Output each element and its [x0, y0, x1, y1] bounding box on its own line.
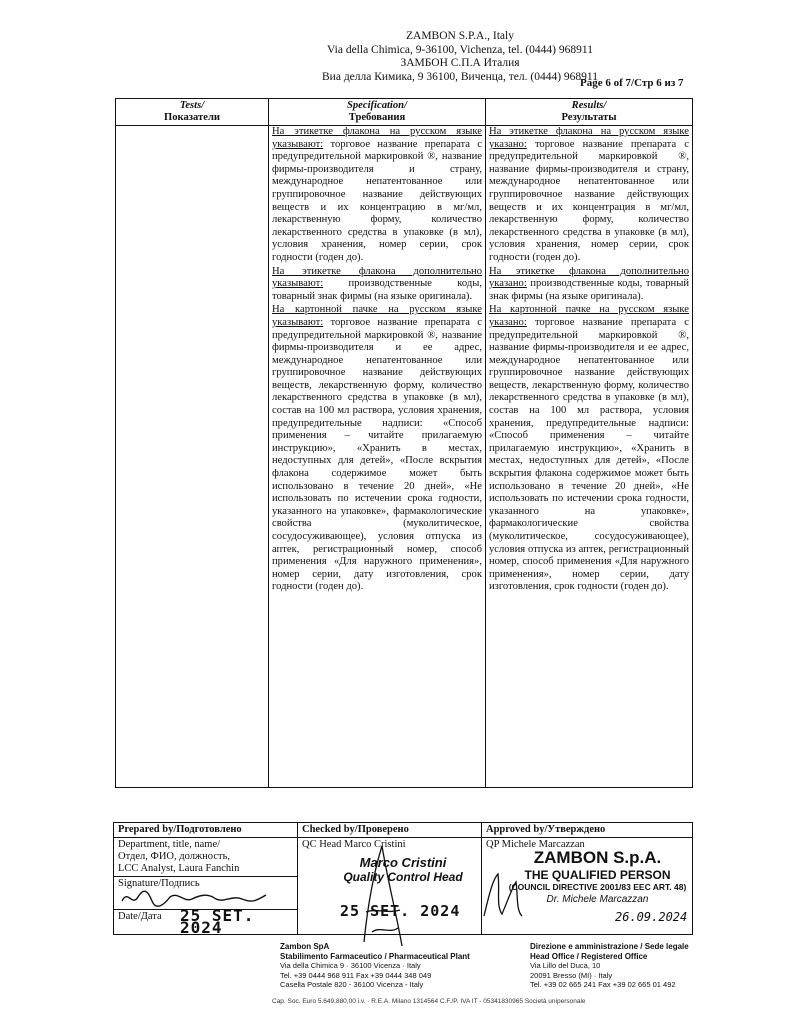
col-results-en: Results/ — [571, 100, 607, 111]
footer-office-city: 20091 Bresso (MI) · Italy — [530, 970, 613, 980]
prepared-line-1: Department, title, name/ — [118, 839, 221, 850]
footer-plant-title: Stabilimento Farmaceutico / Pharmaceutical Plant — [280, 951, 470, 961]
col-tests-en: Tests/ — [179, 100, 205, 111]
footer-company: Zambon SpA — [280, 942, 330, 951]
spec-para-2: На этикетке флакона дополнительно указывают: производственные коды, товарный знак фирмы (на языке оригинала). — [272, 265, 482, 302]
approved-line-1: QP Michele Marcazzan — [486, 839, 585, 850]
qc-date: 25 SET. 2024 — [340, 902, 461, 920]
results-para-1: На этикетке флакона на русском языке указано: торговое название препарата с предупредительной маркировкой ®, название фирмы-производителя и страну, международное непатентованное или группировочное название действующих веществ и их концентрация в мг/мл, лекарственную форму, количество лекарственного средства в упаковке (в мл), условия хранения, номер серии, срок годности (годен до). — [489, 126, 689, 263]
qp-stamp — [505, 848, 690, 905]
footer-office-title-it: Direzione e amministrazione / Sede legale — [530, 942, 689, 951]
table-header-row — [116, 99, 693, 126]
date-label: Date/Дата — [118, 911, 162, 922]
col-tests-ru: Показатели — [163, 112, 220, 123]
prepared-header: Prepared by/Подготовлено — [114, 823, 298, 838]
col-spec-header — [269, 99, 486, 126]
prepared-date-box — [114, 906, 297, 937]
company-header — [250, 30, 670, 84]
header-line-2: Via della Chimica, 9-36100, Vichenza, tel. (0444) 968911 — [327, 43, 593, 56]
sig-header-row — [114, 823, 693, 838]
prepared-line-2: Отдел, ФИО, должность, — [118, 851, 230, 862]
table-row — [116, 126, 693, 788]
footer-plant-address — [280, 942, 470, 990]
col-results-header — [486, 99, 693, 126]
col-spec-en: Specification/ — [346, 100, 408, 111]
qp-stamp-directive: (COUNCIL DIRECTIVE 2001/83 EEC ART. 48) — [508, 882, 687, 892]
specification-table — [115, 98, 693, 788]
footer-plant-postbox: Casella Postale 820 - 36100 Vicenza - Italy — [280, 980, 424, 989]
footer-plant-phone: Tel. +39 0444 968 911 Fax +39 0444 348 049 — [280, 970, 432, 980]
prepared-date: 25 SET. 2024 — [180, 906, 255, 937]
col-spec-ru: Требования — [348, 112, 406, 123]
signature-label: Signature/Подпись — [118, 878, 200, 889]
footer-registry: Cap. Soc. Euro 5.649.880,00 i.v. · R.E.A. Milano 1314564 C.F./P. IVA IT - 05341830965 Società unipersonale — [272, 998, 586, 1005]
qp-stamp-company: ZAMBON S.p.A. — [533, 848, 662, 867]
footer-office-address — [530, 942, 689, 990]
footer-office-title-en: Head Office / Registered Office — [530, 951, 648, 961]
results-para-3: На картонной пачке на русском языке указано: торговое название препарата с предупредительной маркировкой ®, название фирмы-производителя и ее адрес, международное непатентованное или группировочное название действующих веществ, лекарственную форму, количество лекарственного средства в упаковке (в мл), состав на 100 мл раствора, условия хранения, предупредительные надписи: «Способ применения – читайте прилагаемую инструкцию», «Хранить в местах, недоступных для детей», «После вскрытия флакона содержимое может быть использовано в течение 20 дней», «Не использовать по истечении срока годности, указанного на упаковке», фармакологические свойства (муколитическое, сосудосуживающее), условия отпуска из аптек, регистрационный номер, способ применения «Для наружного применения», номер серии, дату изготовления, срок годности (годен до). — [489, 304, 689, 593]
header-line-1: ZAMBON S.P.A., Italy — [406, 30, 514, 42]
col-tests-header — [116, 99, 269, 126]
qp-stamp-name: Dr. Michele Marcazzan — [546, 894, 649, 905]
footer-plant-street: Via della Chimica 9 · 36100 Vicenza · Italy — [280, 961, 421, 970]
qc-signature-icon — [352, 842, 412, 952]
spec-para-3: На картонной пачке на русском языке указывают: торговое название препарата с предупредительной маркировкой ®, название фирмы-производителя и ее адрес, международное непатентованное или группировочное название действующих веществ, лекарственную форму, количество лекарственного средства в упаковке (в мл), состав на 100 мл раствора, условия хранения, предупредительные надписи: «Способ применения – читайте прилагаемую инструкцию», «Хранить в местах, недоступных для детей», «После вскрытия флакона содержимое может быть использовано в течение 20 дней», «Не использовать по истечении срока годности, указанного на упаковке», фармакологические свойства (муколитическое, сосудосуживающее), условия отпуска из аптек, регистрационный номер, способ применения «Для наружного применения», номер серии, дату изготовления, срок годности (годен до). — [272, 304, 482, 593]
results-para-2: На этикетке флакона дополнительно указано: производственные коды, товарный знак фирмы (на языке оригинала). — [489, 265, 689, 302]
tests-cell — [116, 126, 269, 788]
qp-date: 26.09.2024 — [615, 910, 688, 924]
prepared-line-3: LCC Analyst, Laura Fanchin — [118, 863, 240, 874]
prepared-cell — [114, 838, 298, 935]
qc-stamp-title: Quality Control Head — [343, 870, 463, 884]
footer-office-street: Via Lillo del Duca, 10 — [530, 961, 601, 970]
page-number: Page 6 of 7/Стр 6 из 7 — [580, 77, 684, 89]
spec-para-1: На этикетке флакона на русском языке указывают: торговое название препарата с предупредительной маркировкой ®, название фирмы-производителя и страну, международное непатентованное или группировочное название действующих веществ и их концентрацию в мг/мл, лекарственную форму, количество лекарственного средства в упаковке (в мл), условия хранения, номер серии, срок годности (годен до). — [272, 126, 482, 263]
header-line-3: ЗАМБОН С.П.А Италия — [400, 57, 520, 69]
approved-header: Approved by/Утверждено — [482, 823, 693, 838]
results-cell — [486, 126, 693, 788]
footer-office-phone: Tel. +39 02 665 241 Fax +39 02 665 01 492 — [530, 980, 676, 989]
qp-signature-icon — [478, 870, 528, 920]
qc-stamp-name: Marco Cristini — [359, 855, 447, 870]
prepared-dept-lines — [114, 838, 297, 877]
spec-cell — [269, 126, 486, 788]
header-line-4: Виа делла Кимика, 9 36100, Виченца, тел. (0444) 968911 — [322, 70, 598, 83]
checked-header: Checked by/Проверено — [298, 823, 482, 838]
qp-stamp-role: THE QUALIFIED PERSON — [524, 868, 671, 882]
col-results-ru: Результаты — [561, 112, 617, 123]
checked-line-1: QC Head Marco Cristini — [302, 839, 406, 850]
